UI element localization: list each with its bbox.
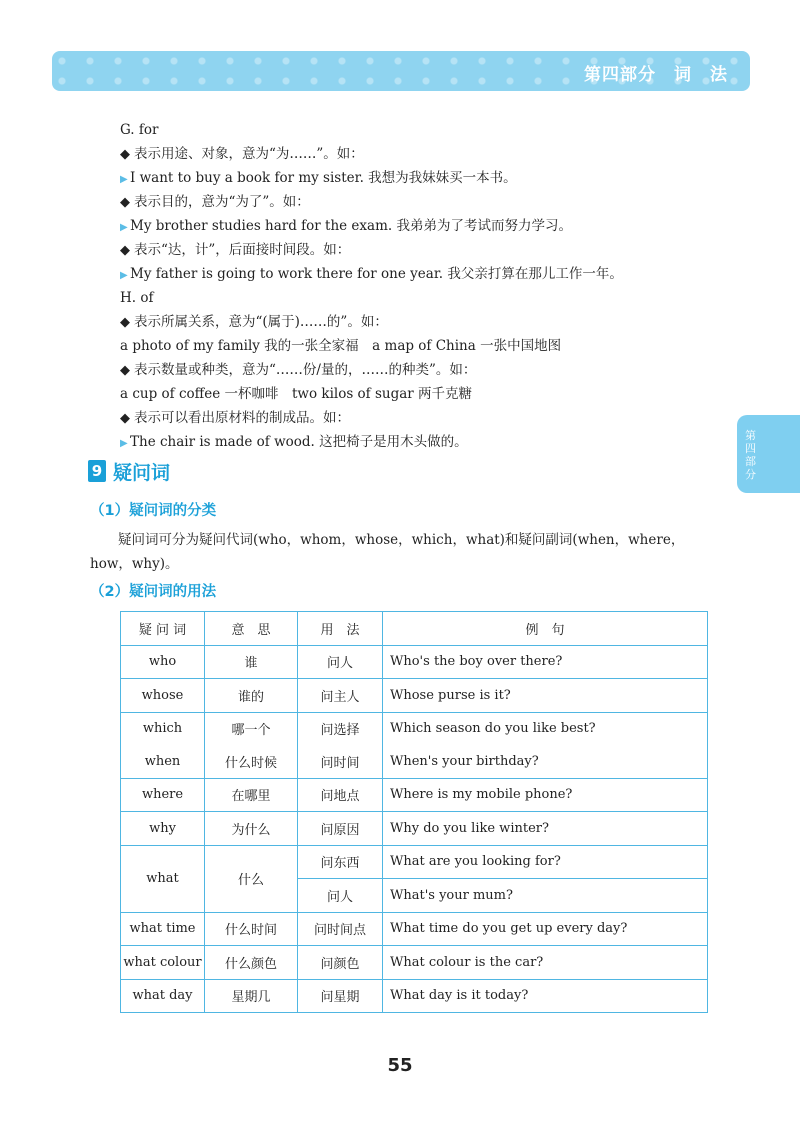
table-cell-usage: 问人 [298, 879, 383, 913]
subheading-classification: （1）疑问词的分类 [90, 503, 217, 519]
table-cell-meaning: 什么时间 [205, 912, 298, 946]
diamond-bullet-icon: ◆ [120, 147, 130, 162]
section-heading [88, 457, 170, 485]
table-cell-usage: 问地点 [298, 778, 383, 812]
table-cell-word: where [121, 778, 205, 812]
line-text: 表示目的，意为“为了”。如： [134, 194, 310, 210]
example-arrow-icon: ▶ [120, 174, 128, 185]
table-cell-meaning: 什么 [205, 845, 298, 912]
table-cell-example: What colour is the car? [383, 946, 708, 980]
line-text: a cup of coffee 一杯咖啡 two kilos of sugar 两千克糖 [120, 386, 473, 402]
header-title: 第四部分 词 法 [584, 65, 728, 85]
line-text: 表示用途、对象，意为“为……”。如： [134, 146, 364, 162]
table-cell-usage: 问选择 [298, 712, 383, 745]
line-text: 表示数量或种类，意为“……份/量的，……的种类”。如： [134, 362, 477, 378]
text-line [120, 358, 720, 382]
table-cell-meaning: 为什么 [205, 812, 298, 846]
side-tab [737, 415, 800, 493]
section-title: 疑问词 [113, 461, 171, 484]
text-line [120, 214, 720, 238]
table-cell-usage: 问东西 [298, 845, 383, 879]
text-line [120, 118, 720, 142]
table-cell-meaning: 星期几 [205, 979, 298, 1013]
line-text: 表示所属关系，意为“(属于)……的”。如： [134, 314, 388, 330]
table-cell-usage: 问时间 [298, 745, 383, 778]
text-line [120, 382, 720, 406]
table-row [121, 778, 708, 812]
text-line [120, 334, 720, 358]
paragraph-line: how，why)。 [90, 556, 179, 572]
table-cell-word: what [121, 845, 205, 912]
table-cell-meaning: 谁的 [205, 679, 298, 713]
table-cell-example: Which season do you like best? [383, 712, 708, 745]
line-text: G. for [120, 122, 159, 138]
table-row [121, 712, 708, 745]
text-line [120, 262, 720, 286]
table-cell-example: What are you looking for? [383, 845, 708, 879]
table-cell-word: what day [121, 979, 205, 1013]
table-row [121, 679, 708, 713]
text-line [120, 406, 720, 430]
table-header: 疑 问 词 [121, 612, 205, 646]
line-text: 表示可以看出原材料的制成品。如： [134, 410, 350, 426]
table-cell-usage: 问颜色 [298, 946, 383, 980]
table-row [121, 946, 708, 980]
preposition-notes [120, 118, 720, 454]
table-cell-example: What time do you get up every day? [383, 912, 708, 946]
table-cell-example: Who's the boy over there? [383, 645, 708, 679]
table-cell-word: which [121, 712, 205, 745]
table-cell-meaning: 谁 [205, 645, 298, 679]
table-header: 例 句 [383, 612, 708, 646]
table-cell-word: who [121, 645, 205, 679]
table-header: 用 法 [298, 612, 383, 646]
classification-paragraph [90, 528, 710, 576]
table-cell-meaning: 在哪里 [205, 778, 298, 812]
table-cell-usage: 问星期 [298, 979, 383, 1013]
table-row [121, 979, 708, 1013]
table-cell-word: when [121, 745, 205, 778]
text-line [120, 166, 720, 190]
subheading-usage: （2）疑问词的用法 [90, 584, 217, 600]
text-line [120, 238, 720, 262]
table-cell-word: why [121, 812, 205, 846]
section-number: 9 [88, 460, 106, 482]
diamond-bullet-icon: ◆ [120, 363, 130, 378]
text-line [120, 286, 720, 310]
side-tab-label: 第四部分 [745, 429, 756, 481]
text-line [120, 430, 720, 454]
header-band [52, 51, 750, 91]
table-cell-word: what colour [121, 946, 205, 980]
table-cell-example: Why do you like winter? [383, 812, 708, 846]
table-cell-word: whose [121, 679, 205, 713]
table-cell-meaning: 哪一个 [205, 712, 298, 745]
table-cell-example: What's your mum? [383, 879, 708, 913]
diamond-bullet-icon: ◆ [120, 195, 130, 210]
table-cell-usage: 问时间点 [298, 912, 383, 946]
line-text: H. of [120, 290, 154, 306]
table-cell-meaning: 什么时候 [205, 745, 298, 778]
table-row [121, 812, 708, 846]
table-cell-usage: 问人 [298, 645, 383, 679]
table-header: 意 思 [205, 612, 298, 646]
example-arrow-icon: ▶ [120, 438, 128, 449]
line-text: 表示“达，计”，后面接时间段。如： [134, 242, 351, 258]
table-row [121, 645, 708, 679]
table-cell-example: Whose purse is it? [383, 679, 708, 713]
table-row [121, 845, 708, 879]
page-number: 55 [387, 1055, 413, 1076]
table-row [121, 912, 708, 946]
table-row [121, 745, 708, 778]
table-cell-example: What day is it today? [383, 979, 708, 1013]
line-text: a photo of my family 我的一张全家福 a map of China 一张中国地图 [120, 338, 562, 354]
diamond-bullet-icon: ◆ [120, 411, 130, 426]
table-header-row [121, 612, 708, 646]
diamond-bullet-icon: ◆ [120, 243, 130, 258]
line-text: The chair is made of wood. 这把椅子是用木头做的。 [130, 434, 468, 450]
example-arrow-icon: ▶ [120, 222, 128, 233]
paragraph-line: 疑问词可分为疑问代词(who，whom，whose，which，what)和疑问副词(when，where， [118, 532, 685, 548]
question-words-table [120, 611, 708, 1013]
line-text: My brother studies hard for the exam. 我弟弟为了考试而努力学习。 [130, 218, 572, 234]
example-arrow-icon: ▶ [120, 270, 128, 281]
diamond-bullet-icon: ◆ [120, 315, 130, 330]
text-line [120, 142, 720, 166]
table-cell-usage: 问原因 [298, 812, 383, 846]
text-line [120, 310, 720, 334]
text-line [120, 190, 720, 214]
line-text: I want to buy a book for my sister. 我想为我妹妹买一本书。 [130, 170, 517, 186]
table-cell-example: Where is my mobile phone? [383, 778, 708, 812]
table-cell-word: what time [121, 912, 205, 946]
table-cell-example: When's your birthday? [383, 745, 708, 778]
line-text: My father is going to work there for one year. 我父亲打算在那儿工作一年。 [130, 266, 623, 282]
table-cell-meaning: 什么颜色 [205, 946, 298, 980]
table-cell-usage: 问主人 [298, 679, 383, 713]
